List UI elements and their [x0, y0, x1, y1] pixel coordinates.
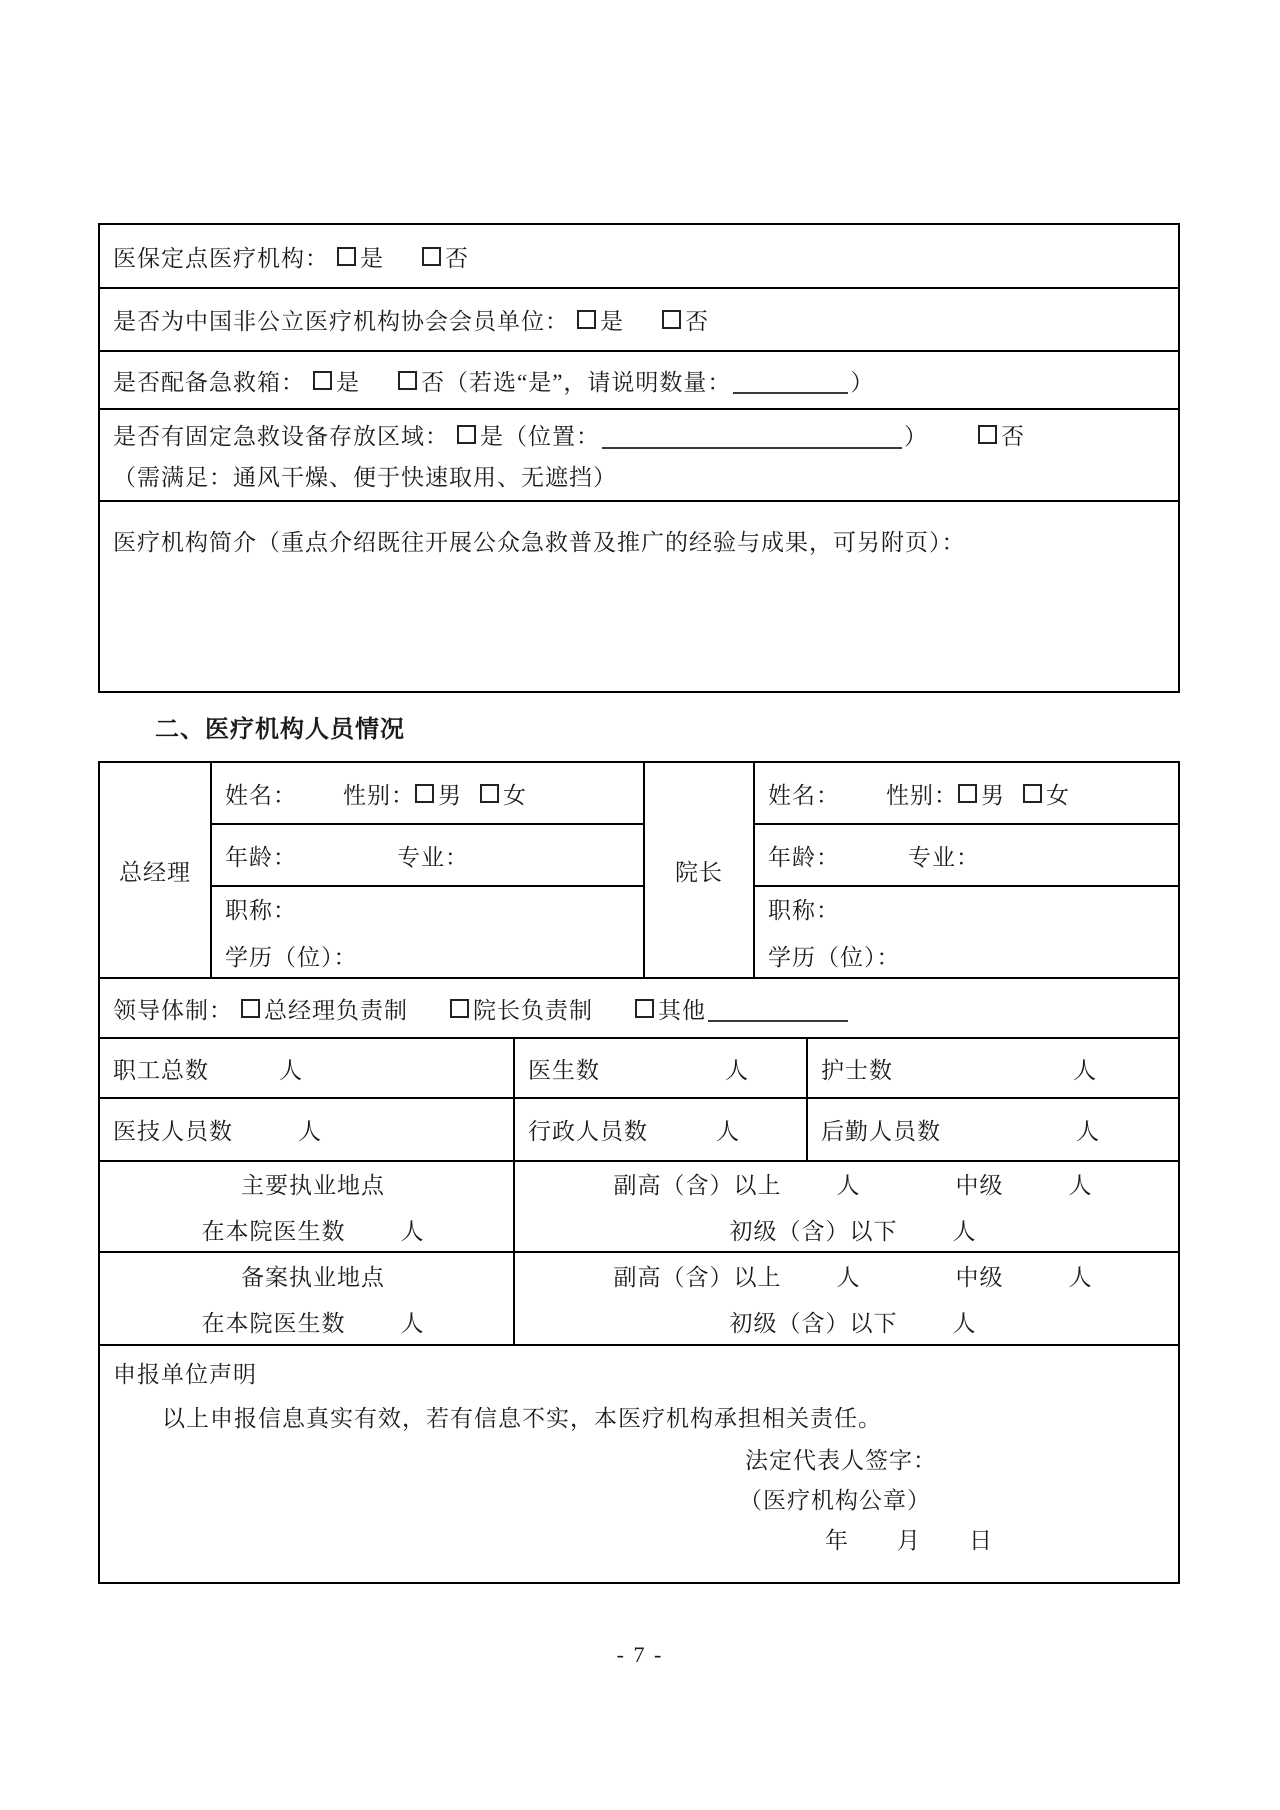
checkbox-lead-gm[interactable] [241, 999, 260, 1018]
checkbox-area-no[interactable] [978, 425, 997, 444]
primary-practice-line2 [189, 1213, 425, 1246]
no-label: 否 [1001, 424, 1025, 449]
kit-quantity-note-post: ） [850, 369, 875, 395]
unit-label: 人 [298, 1119, 322, 1144]
no-label: 否 [685, 309, 709, 334]
lead-gm-label: 总经理负责制 [264, 997, 408, 1023]
unit-label: 人 [725, 1057, 749, 1083]
checkbox-gm-male[interactable] [415, 784, 434, 803]
registered-practice-senior-line [601, 1259, 1093, 1292]
checkbox-insured-yes[interactable] [337, 247, 356, 266]
dean-label: 院长 [675, 859, 723, 885]
option-dean-female [1023, 777, 1070, 810]
junior-title-label: 初级（含）以下 [729, 1311, 898, 1336]
executives-block [100, 763, 1178, 979]
yes-label: 是 [360, 245, 384, 271]
unit-label: 人 [1073, 1057, 1097, 1083]
primary-practice-line1: 主要执业地点 [241, 1173, 385, 1198]
row-declaration [100, 1346, 1178, 1582]
gm-label: 总经理 [119, 859, 191, 885]
unit-label: 人 [716, 1119, 740, 1144]
cell-gm-title-degree [212, 887, 645, 977]
table-personnel [98, 761, 1180, 1584]
unit-label: 人 [836, 1173, 861, 1198]
lead-other-label: 其他 [658, 997, 706, 1023]
checkbox-dean-male[interactable] [958, 784, 977, 803]
name-label: 姓名： [225, 782, 297, 808]
title-label: 职称： [768, 898, 840, 923]
senior-title-label: 副高（含）以上 [613, 1173, 782, 1198]
row-staff-counts-1 [100, 1039, 1178, 1099]
checkbox-member-no[interactable] [662, 310, 681, 329]
unit-label: 人 [279, 1057, 303, 1083]
cell-dean-title-degree [755, 887, 1178, 977]
association-label: 是否为中国非公立医疗机构协会会员单位： [113, 309, 569, 334]
major-label: 专业： [397, 844, 469, 870]
row-registered-practice [100, 1253, 1178, 1346]
cell-registered-practice-left [100, 1253, 515, 1344]
checkbox-gm-female[interactable] [480, 784, 499, 803]
cell-medtech-count [100, 1099, 515, 1160]
area-location-post: ） [904, 424, 928, 449]
insured-label: 医保定点医疗机构： [113, 245, 329, 271]
row-leadership-system [100, 979, 1178, 1039]
checkbox-kit-no[interactable] [398, 371, 417, 390]
female-label: 女 [1046, 782, 1070, 808]
area-requirement-note: （需满足：通风干燥、便于快速取用、无遮挡） [113, 465, 617, 490]
primary-practice-junior-line [717, 1213, 977, 1246]
section-heading: 二、医疗机构人员情况 [155, 717, 405, 743]
seal-label: （医疗机构公章） [739, 1488, 931, 1513]
row-primary-practice [100, 1162, 1178, 1253]
no-label: 否 [445, 245, 469, 271]
date-label: 年 月 日 [825, 1528, 993, 1553]
option-insured-yes [337, 240, 384, 273]
kit-label: 是否配备急救箱： [113, 369, 305, 395]
gender-label: 性别： [343, 782, 415, 808]
cell-dean-age-major [755, 825, 1178, 887]
title-label: 职称： [225, 898, 297, 923]
row-insured-designation [100, 225, 1178, 289]
intro-label: 医疗机构简介（重点介绍既往开展公众急救普及推广的经验与成果，可另附页）： [113, 530, 966, 555]
unit-label: 人 [400, 1311, 425, 1336]
registered-practice-junior-line [717, 1305, 977, 1338]
unit-label: 人 [836, 1265, 861, 1290]
row-first-aid-kit [100, 352, 1178, 410]
doctor-count-label: 医生数 [528, 1057, 600, 1083]
option-member-yes [577, 303, 624, 336]
option-kit-no [398, 364, 445, 397]
age-label: 年龄： [768, 844, 840, 870]
table-institution-info [98, 223, 1180, 693]
cell-staff-total [100, 1039, 515, 1097]
cell-doctor-count [515, 1039, 808, 1097]
cell-gm-name-gender [212, 763, 645, 825]
option-member-no [662, 303, 709, 336]
name-label: 姓名： [768, 782, 840, 808]
mid-title-label: 中级 [955, 1265, 1004, 1290]
degree-label: 学历（位）： [225, 945, 358, 970]
option-kit-yes [313, 364, 360, 397]
unit-label: 人 [400, 1219, 425, 1244]
option-area-no [978, 418, 1025, 451]
cell-logistics-count [808, 1099, 1178, 1160]
checkbox-insured-no[interactable] [422, 247, 441, 266]
option-dean-male [958, 777, 1005, 810]
option-area-yes [457, 418, 504, 451]
female-label: 女 [503, 782, 527, 808]
medtech-count-label: 医技人员数 [113, 1119, 233, 1144]
junior-title-label: 初级（含）以下 [729, 1219, 898, 1244]
storage-area-line1 [100, 418, 1178, 451]
no-label: 否 [421, 369, 445, 395]
cell-gm-age-major [212, 825, 645, 887]
option-gm-male [415, 777, 462, 810]
checkbox-dean-female[interactable] [1023, 784, 1042, 803]
option-insured-no [422, 240, 469, 273]
unit-label: 人 [1068, 1265, 1093, 1290]
page-number: - 7 - [616, 1642, 664, 1667]
cell-dean-name-gender [755, 763, 1178, 825]
cell-primary-practice-left [100, 1162, 515, 1251]
yes-label: 是 [336, 369, 360, 395]
row-storage-area [100, 410, 1178, 502]
blank-area-location[interactable] [602, 429, 902, 449]
staff-total-label: 职工总数 [113, 1057, 209, 1083]
checkbox-lead-dean[interactable] [450, 999, 469, 1018]
unit-label: 人 [1076, 1119, 1100, 1144]
option-lead-other [635, 992, 706, 1025]
row-association-membership [100, 289, 1178, 352]
kit-quantity-note-pre: （若选“是”，请说明数量： [445, 369, 732, 395]
row-staff-counts-2 [100, 1099, 1178, 1162]
blank-lead-other[interactable] [708, 1002, 848, 1022]
logistics-count-label: 后勤人员数 [821, 1119, 941, 1144]
male-label: 男 [438, 782, 462, 808]
yes-label: 是 [480, 424, 504, 449]
declaration-body: 以上申报信息真实有效，若有信息不实，本医疗机构承担相关责任。 [162, 1406, 882, 1431]
area-location-pre: （位置： [504, 424, 600, 449]
page-content [98, 223, 1180, 1584]
cell-primary-practice-right [515, 1162, 1178, 1251]
male-label: 男 [981, 782, 1005, 808]
option-lead-gm [241, 992, 408, 1025]
checkbox-lead-other[interactable] [635, 999, 654, 1018]
yes-label: 是 [600, 309, 624, 334]
age-label: 年龄： [225, 844, 297, 870]
senior-title-label: 副高（含）以上 [613, 1265, 782, 1290]
row-institution-intro [100, 502, 1178, 691]
storage-area-line2 [100, 459, 1178, 492]
in-hospital-doctors-label: 在本院医生数 [201, 1311, 346, 1336]
declaration-title: 申报单位声明 [113, 1362, 257, 1387]
cell-nurse-count [808, 1039, 1178, 1097]
unit-label: 人 [952, 1219, 977, 1244]
leadership-label: 领导体制： [113, 997, 233, 1023]
checkbox-area-yes[interactable] [457, 425, 476, 444]
lead-dean-label: 院长负责制 [473, 997, 593, 1023]
gender-label: 性别： [886, 782, 958, 808]
registered-practice-line2 [189, 1305, 425, 1338]
cell-registered-practice-right [515, 1253, 1178, 1344]
mid-title-label: 中级 [955, 1173, 1004, 1198]
area-label: 是否有固定急救设备存放区域： [113, 424, 449, 449]
checkbox-kit-yes[interactable] [313, 371, 332, 390]
degree-label: 学历（位）： [768, 945, 901, 970]
cell-gm-label [100, 763, 212, 977]
checkbox-member-yes[interactable] [577, 310, 596, 329]
in-hospital-doctors-label: 在本院医生数 [201, 1219, 346, 1244]
registered-practice-line1: 备案执业地点 [241, 1265, 385, 1290]
unit-label: 人 [952, 1311, 977, 1336]
admin-count-label: 行政人员数 [528, 1119, 648, 1144]
signature-label: 法定代表人签字： [745, 1448, 937, 1473]
nurse-count-label: 护士数 [821, 1057, 893, 1083]
option-gm-female [480, 777, 527, 810]
unit-label: 人 [1068, 1173, 1093, 1198]
cell-admin-count [515, 1099, 808, 1160]
blank-kit-quantity[interactable] [733, 374, 848, 394]
cell-dean-label [645, 763, 755, 977]
primary-practice-senior-line [601, 1167, 1093, 1200]
major-label: 专业： [908, 844, 980, 870]
option-lead-dean [450, 992, 593, 1025]
